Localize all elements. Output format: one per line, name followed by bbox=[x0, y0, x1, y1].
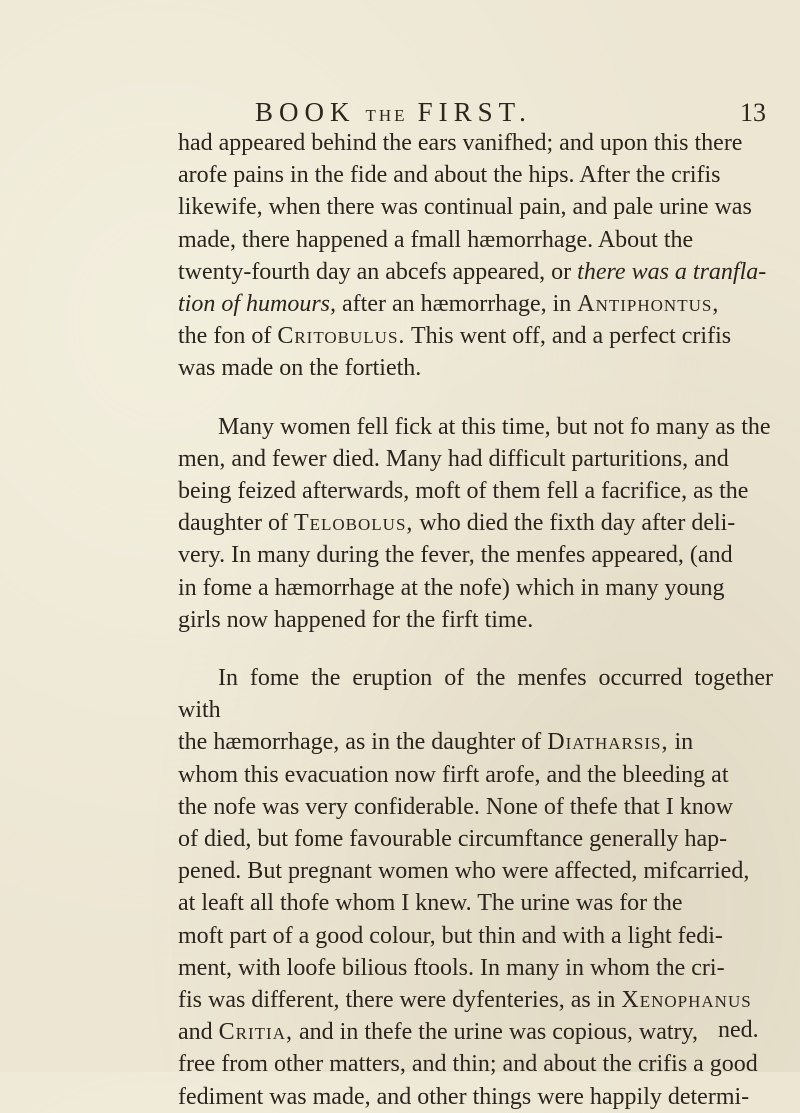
running-head-book: BOOK bbox=[255, 97, 356, 127]
text-line: fediment was made, and other things were happily determi- bbox=[178, 1083, 750, 1110]
italic-text: tion of humours, bbox=[178, 291, 337, 318]
text-span: the fon of bbox=[178, 323, 278, 350]
paragraph-gap bbox=[178, 385, 773, 411]
paragraph-gap bbox=[178, 636, 773, 662]
text-line: girls now happened for the firft time. bbox=[178, 606, 534, 633]
text-span: and in thefe the urine was copious, watry, bbox=[293, 1019, 698, 1046]
running-head bbox=[255, 97, 585, 128]
paragraph-2 bbox=[178, 411, 773, 636]
text-line bbox=[178, 726, 773, 758]
text-line: of died, but fome favourable circumftance generally hap- bbox=[178, 826, 728, 853]
text-line: in fome a hæmorrhage at the nofe) which in many young bbox=[178, 574, 725, 601]
text-span: and bbox=[178, 1019, 219, 1046]
text-line bbox=[178, 507, 773, 539]
text-line: moft part of a good colour, but thin and with a light fedi- bbox=[178, 922, 723, 949]
person-name: Diatharsis, bbox=[547, 729, 669, 756]
text-line bbox=[178, 984, 773, 1016]
text-line: very. In many during the fever, the menfes appeared, (and bbox=[178, 542, 733, 569]
body-text bbox=[178, 127, 773, 1113]
text-line: was made on the fortieth. bbox=[178, 355, 422, 382]
text-span: daughter of bbox=[178, 510, 294, 537]
person-name: Critobulus. bbox=[277, 323, 406, 350]
paragraph-1 bbox=[178, 127, 773, 385]
text-span: the hæmorrhage, as in the daughter of bbox=[178, 729, 548, 756]
running-head-first: FIRST. bbox=[417, 97, 532, 127]
text-span: fis was different, there were dyfenteries, as in bbox=[178, 987, 622, 1014]
text-span: after an hæmorrhage, in bbox=[336, 291, 578, 318]
person-name: Xenophanus bbox=[621, 987, 752, 1014]
text-line bbox=[178, 288, 773, 320]
text-line: pened. But pregnant women who were affected, mifcarried, bbox=[178, 858, 750, 885]
person-name: Antiphontus, bbox=[577, 291, 720, 318]
text-line: whom this evacuation now firft arofe, and the bleeding at bbox=[178, 761, 729, 788]
person-name: Telobolus, bbox=[293, 510, 414, 537]
running-head-the: THE bbox=[365, 106, 408, 125]
person-name: Critia, bbox=[218, 1019, 293, 1046]
italic-text: there was a tranfla- bbox=[577, 258, 767, 285]
text-line: the nofe was very confiderable. None of thefe that I know bbox=[178, 793, 734, 820]
text-line bbox=[178, 256, 773, 288]
text-line bbox=[178, 1016, 773, 1048]
paragraph-3 bbox=[178, 662, 773, 1113]
text-line: In fome the eruption of the menfes occurred together with bbox=[178, 665, 773, 724]
text-line: made, there happened a fmall hæmorrhage. About the bbox=[178, 226, 694, 253]
text-span: twenty-fourth day an abcefs appeared, or bbox=[178, 258, 578, 285]
text-span: in bbox=[668, 729, 694, 756]
page-number: 13 bbox=[740, 98, 766, 127]
text-line: free from other matters, and thin; and about the crifis a good bbox=[178, 1051, 758, 1078]
text-line: arofe pains in the fide and about the hips. After the crifis bbox=[178, 162, 721, 189]
text-line: ment, with loofe bilious ftools. In many in whom the cri- bbox=[178, 954, 725, 981]
text-span: who died the fixth day after deli- bbox=[413, 510, 736, 537]
text-line: men, and fewer died. Many had difficult parturitions, and bbox=[178, 445, 729, 472]
text-line: Many women fell fick at this time, but not fo many as the bbox=[218, 413, 771, 440]
text-line: had appeared behind the ears vanifhed; and upon this there bbox=[178, 130, 743, 156]
catchword-line: ned. bbox=[718, 1017, 759, 1043]
text-line bbox=[178, 320, 773, 352]
text-span: This went off, and a perfect crifis bbox=[405, 323, 732, 350]
text-line: likewife, when there was continual pain, and pale urine was bbox=[178, 194, 752, 221]
text-line: at leaft all thofe whom I knew. The urine was for the bbox=[178, 890, 683, 917]
text-line: being feized afterwards, moft of them fell a facrifice, as the bbox=[178, 478, 749, 505]
